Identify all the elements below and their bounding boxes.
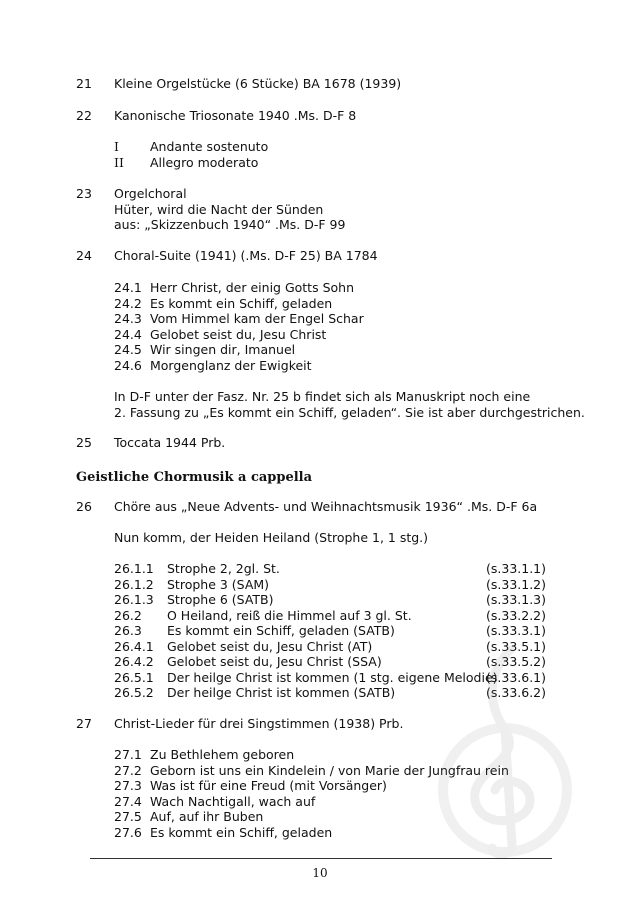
movement-numeral: I [114, 139, 119, 154]
entry-line: aus: „Skizzenbuch 1940“ .Ms. D-F 99 [114, 217, 346, 232]
entry-number: 21 [76, 76, 92, 91]
note-line: 2. Fassung zu „Es kommt ein Schiff, geladen“. Sie ist aber durchgestrichen. [114, 405, 585, 420]
item-title: Es kommt ein Schiff, geladen (SATB) [167, 623, 395, 638]
item-title: Was ist für eine Freud (mit Vorsänger) [150, 778, 387, 793]
item-number: 26.4.2 [114, 654, 154, 669]
item-number: 24.1 [114, 280, 142, 295]
entry-number: 25 [76, 435, 92, 450]
item-title: Gelobet seist du, Jesu Christ [150, 326, 327, 342]
item-number: 26.2 [114, 607, 142, 623]
item-title: Gelobet seist du, Jesu Christ (SSA) [167, 654, 382, 669]
item-title: Herr Christ, der einig Gotts Sohn [150, 280, 354, 295]
movement-numeral: II [114, 155, 124, 170]
item-reference: (s.33.6.1) [486, 669, 546, 685]
item-reference: (s.33.2.2) [486, 607, 546, 623]
treble-clef-watermark-icon [430, 640, 580, 860]
item-title: Auf, auf ihr Buben [150, 809, 264, 824]
item-number: 24.6 [114, 357, 142, 373]
entry-number: 27 [76, 716, 92, 731]
item-title: Strophe 2, 2gl. St. [167, 561, 280, 576]
item-number: 26.5.1 [114, 669, 154, 685]
item-number: 27.4 [114, 793, 142, 809]
item-title: Wach Nachtigall, wach auf [150, 793, 316, 809]
movement-title: Allegro moderato [150, 155, 259, 170]
item-number: 24.5 [114, 342, 142, 357]
item-reference: (s.33.5.2) [486, 654, 546, 669]
entry-title: Kanonische Triosonate 1940 .Ms. D-F 8 [114, 108, 357, 123]
entry-line: Hüter, wird die Nacht der Sünden [114, 202, 324, 217]
item-reference: (s.33.1.3) [486, 592, 546, 607]
entry-title: Chöre aus „Neue Advents- und Weihnachtsmusik 1936“ .Ms. D-F 6a [114, 499, 538, 514]
item-number: 27.5 [114, 809, 142, 824]
item-title: Es kommt ein Schiff, geladen [150, 824, 333, 840]
item-number: 26.3 [114, 623, 142, 638]
entry-number: 24 [76, 248, 92, 263]
item-number: 26.4.1 [114, 638, 154, 654]
item-number: 26.1.3 [114, 592, 154, 607]
item-title: Der heilge Christ ist kommen (1 stg. eigene Melodie) [167, 669, 498, 685]
item-title: Geborn ist uns ein Kindelein / von Marie der Jungfrau rein [150, 762, 509, 778]
item-title: Strophe 3 (SAM) [167, 576, 270, 592]
page-number: 10 [312, 866, 328, 880]
entry-number: 23 [76, 186, 92, 201]
item-number: 26.5.2 [114, 685, 154, 700]
note-line: In D-F unter der Fasz. Nr. 25 b findet sich als Manuskript noch eine [114, 389, 531, 404]
intro-line: Nun komm, der Heiden Heiland (Strophe 1, 1 stg.) [114, 530, 429, 545]
item-title: Der heilge Christ ist kommen (SATB) [167, 685, 396, 700]
section-heading: Geistliche Chormusik a cappella [76, 470, 313, 485]
item-reference: (s.33.6.2) [486, 685, 546, 700]
entry-title: Kleine Orgelstücke (6 Stücke) BA 1678 (1939) [114, 76, 402, 91]
entry-number: 22 [76, 108, 92, 123]
item-number: 27.3 [114, 778, 142, 793]
item-reference: (s.33.5.1) [486, 638, 546, 654]
item-number: 27.6 [114, 824, 142, 840]
item-number: 24.3 [114, 311, 142, 326]
entry-line: Orgelchoral [114, 186, 187, 201]
item-number: 24.4 [114, 326, 142, 342]
item-reference: (s.33.3.1) [486, 623, 546, 638]
item-number: 26.1.1 [114, 561, 154, 576]
item-title: Zu Bethlehem geboren [150, 747, 295, 762]
footer-divider [90, 858, 552, 859]
item-title: Gelobet seist du, Jesu Christ (AT) [167, 638, 373, 654]
item-title: Vom Himmel kam der Engel Schar [150, 311, 364, 326]
item-reference: (s.33.1.2) [486, 576, 546, 592]
entry-number: 26 [76, 499, 92, 514]
item-number: 27.1 [114, 747, 142, 762]
item-title: Wir singen dir, Imanuel [150, 342, 296, 357]
item-title: Es kommt ein Schiff, geladen [150, 295, 333, 311]
item-title: O Heiland, reiß die Himmel auf 3 gl. St. [167, 607, 412, 623]
entry-title: Choral-Suite (1941) (.Ms. D-F 25) BA 1784 [114, 248, 378, 263]
entry-title: Toccata 1944 Prb. [114, 435, 226, 450]
item-title: Morgenglanz der Ewigkeit [150, 357, 312, 373]
movement-title: Andante sostenuto [150, 139, 269, 154]
entry-title: Christ-Lieder für drei Singstimmen (1938) Prb. [114, 716, 404, 731]
item-number: 27.2 [114, 762, 142, 778]
item-number: 24.2 [114, 295, 142, 311]
item-title: Strophe 6 (SATB) [167, 592, 274, 607]
item-number: 26.1.2 [114, 576, 154, 592]
item-reference: (s.33.1.1) [486, 561, 546, 576]
